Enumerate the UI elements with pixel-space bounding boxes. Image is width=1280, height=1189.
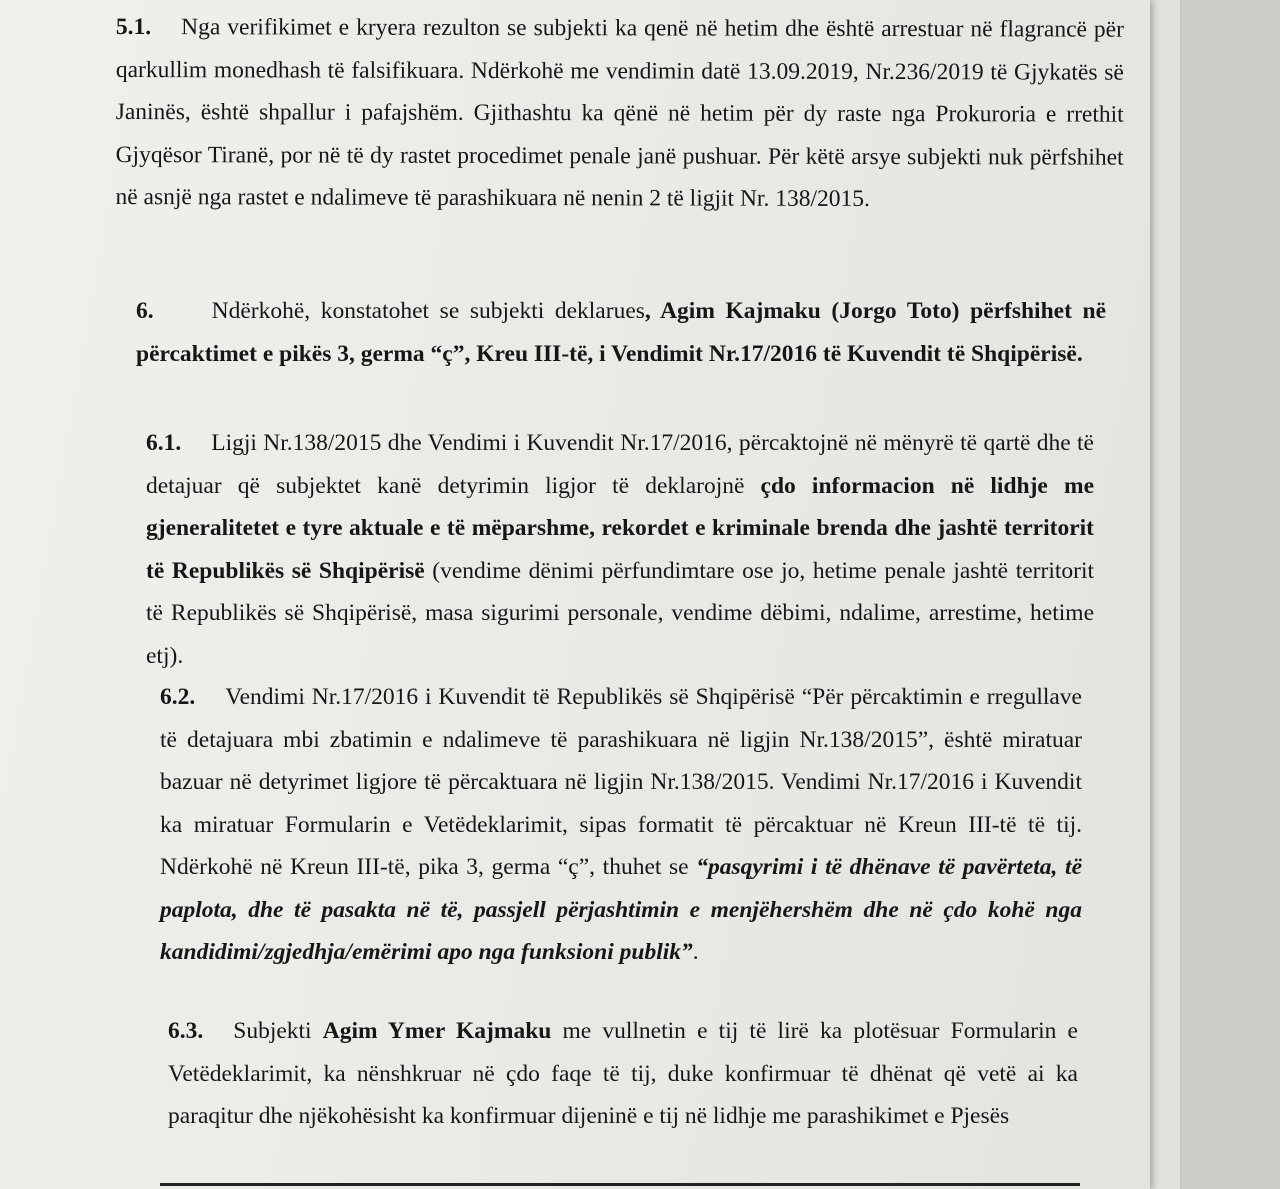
paragraph-quote: “pasqyrimi i të dhënave të pavërteta, të paplota, dhe të pasakta në të, passjell përjashtimin e menjëhershëm dhe në çdo kohë nga kandidimi/zgjedhja/emërimi apo nga funksioni publik” bbox=[160, 854, 1082, 965]
paragraph-text: Ndërkohë, konstatohet se subjekti deklarues bbox=[211, 298, 645, 324]
paragraph-5-1 bbox=[115, 6, 1124, 221]
paragraph-bold-text: çdo informacion në lidhje me gjeneralitetet e tyre aktuale e të mëparshme, rekordet e kriminale brenda dhe jashtë territorit të Republikës së Shqipërisë bbox=[146, 472, 1094, 584]
paragraph-6 bbox=[136, 290, 1106, 375]
paragraph-number: 6.2. bbox=[160, 684, 196, 710]
paragraph-bold-text: Agim Ymer Kajmaku bbox=[322, 1018, 552, 1044]
paragraph-text: Subjekti bbox=[233, 1018, 323, 1044]
paragraph-text: Vendimi Nr.17/2016 i Kuvendit të Republikës së Shqipërisë “Për përcaktimin e rregullave të detajuara mbi zbatimin e ndalimeve të parashikuara në ligjin Nr.138/2015”, është miratuar bazuar në detyrimet ligjore të përcaktuara në ligjin Nr.138/2015. Vendimi Nr.17/2016 i Kuvendit ka miratuar Formularin e Vetëdeklarimit, sipas formatit të përcaktuar në Kreun III-të të tij. Ndërkohë në Kreun III-të, pika 3, germa “ç”, thuhet se bbox=[160, 684, 1082, 880]
paragraph-text: Nga verifikimet e kryera rezulton se subjekti ka qenë në hetim dhe është arrestuar në flagrancë për qarkullim monedhash të falsifikuara. Ndërkohë me vendimin datë 13.09.2019, Nr.236/2019 të Gjykatës së Janinës, është shpallur i pafajshëm. Gjithashtu ka qënë në hetim për dy raste nga Prokuroria e rrethit Gjyqësor Tiranë, por në të dy rastet procedimet penale janë pushuar. Për këtë arsye subjekti nuk përfshihet në asnjë nga rastet e ndalimeve të parashikuara në nenin 2 të ligjit Nr. 138/2015. bbox=[115, 14, 1124, 212]
bottom-rule-divider bbox=[160, 1183, 1080, 1186]
paragraph-number: 6.1. bbox=[146, 430, 182, 456]
paragraph-number: 5.1. bbox=[115, 13, 152, 41]
paragraph-bold-text: , Agim Kajmaku (Jorgo Toto) përfshihet në përcaktimet e pikës 3, germa “ç”, Kreu III-të, i Vendimit Nr.17/2016 të Kuvendit të Shqipërisë. bbox=[136, 298, 1106, 367]
paragraph-6-1 bbox=[146, 422, 1094, 677]
paragraph-text: Ligji Nr.138/2015 dhe Vendimi i Kuvendit Nr.17/2016, përcaktojnë në mënyrë të qartë dhe të detajuar që subjektet kanë detyrimin ligjor të deklarojnë bbox=[146, 430, 1094, 499]
paragraph-text-end: (vendime dënimi përfundimtare ose jo, hetime penale jashtë territorit të Republikës së Shqipërisë, masa sigurimi personale, vendime dëbimi, ndalime, arrestime, hetime etj). bbox=[146, 557, 1095, 669]
paragraph-number: 6. bbox=[136, 298, 154, 324]
paragraph-text-end: me vullnetin e tij të lirë ka plotësuar Formularin e Vetëdeklarimit, ka nënshkruar në çdo faqe të tij, duke konfirmuar të dhënat që vetë ai ka paraqitur dhe njëkohësisht ka konfirmuar dijeninë e tij në lidhje me parashikimet e Pjesës bbox=[168, 1018, 1078, 1129]
paragraph-text-end: . bbox=[692, 939, 699, 965]
paragraph-6-2 bbox=[160, 676, 1082, 974]
paragraph-6-3 bbox=[168, 1010, 1078, 1138]
paragraph-number: 6.3. bbox=[168, 1018, 204, 1044]
